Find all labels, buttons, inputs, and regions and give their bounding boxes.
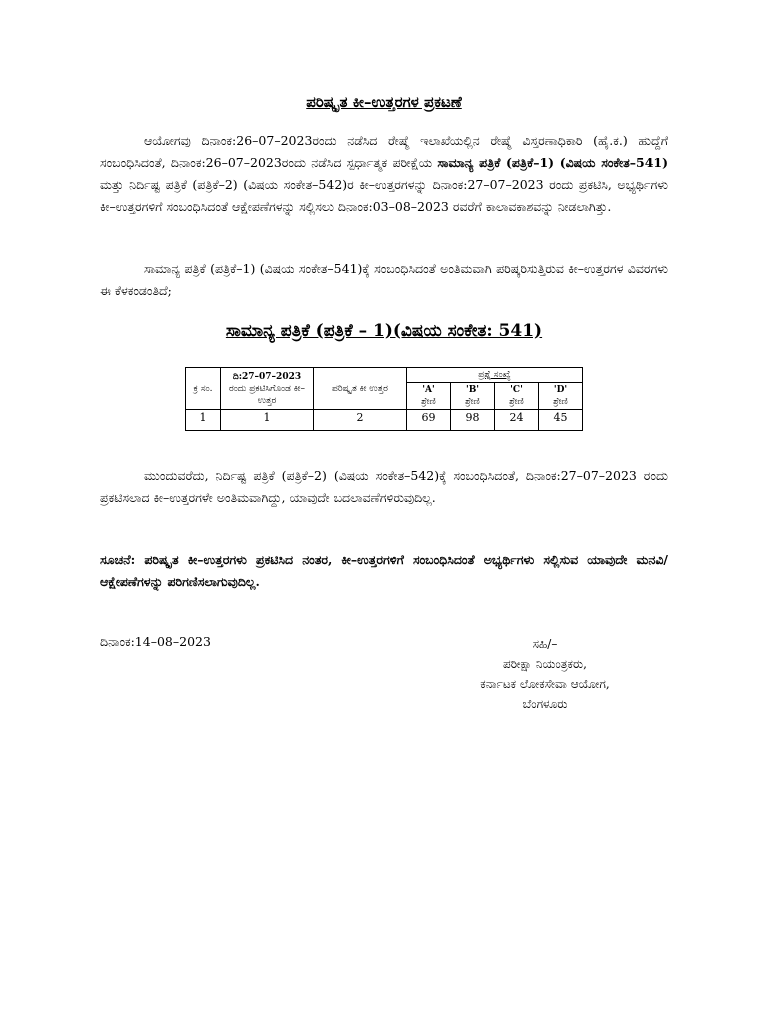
intro-text-1: ಆಯೋಗವು ದಿನಾಂಕ:26–07–2023ರಂದು ನಡೆಸಿದ ರೇಷ್ಮೆ ಇಲಾಖೆಯಲ್ಲಿನ ರೇಷ್ಮೆ ವಿಸ್ತರಣಾಧಿಕಾರಿ (ಹೈ.ಕ.) ಹುದ್ದೆಗೆ ಸಂಬಂಧಿಸಿದಂತೆ, ದಿನಾಂಕ:26–07–2023ರಂದು ನಡೆಸಿದ ಸ್ಪರ್ಧಾತ್ಮಕ ಪರೀಕ್ಷೆಯ: [100, 133, 668, 170]
col-header-series-a: 'A' ಶ್ರೇಣಿ: [407, 383, 451, 410]
intro-paragraph: [100, 130, 668, 218]
table-row: [186, 410, 583, 431]
col-header-published-label: ರಂದು ಪ್ರಕಟಿಸಿಗೊಂಡ ಕೀ–ಉತ್ತರ: [228, 383, 305, 406]
signatory-location: ಬೆಂಗಳೂರು: [522, 697, 568, 711]
cell-sl: 1: [186, 410, 221, 431]
signatory-designation: ಪರೀಕ್ಷಾ ನಿಯಂತ್ರಕರು,: [503, 657, 587, 671]
revision-text: ಸಾಮಾನ್ಯ ಪತ್ರಿಕೆ (ಪತ್ರಿಕೆ–1) (ವಿಷಯ ಸಂಕೇತ–541)ಕ್ಕೆ ಸಂಬಂಧಿಸಿದಂತೆ ಅಂತಿಮವಾಗಿ ಪರಿಷ್ಕರಿಸುತ್ತಿರುವ ಕೀ–ಉತ್ತರಗಳ ವಿವರಗಳು ಈ ಕೆಳಕಂಡಂತಿದೆ;: [100, 261, 668, 298]
cell-series-c: 24: [495, 410, 539, 431]
table-heading: ಸಾಮಾನ್ಯ ಪತ್ರಿಕೆ (ಪತ್ರಿಕೆ – 1)(ವಿಷಯ ಸಂಕೇತ: 541): [225, 321, 543, 341]
paper2-paragraph: [100, 465, 668, 509]
intro-text-2: ಮತ್ತು ನಿರ್ದಿಷ್ಟ ಪತ್ರಿಕೆ (ಪತ್ರಿಕೆ–2) (ವಿಷಯ ಸಂಕೇತ–542)ರ ಕೀ–ಉತ್ತರಗಳನ್ನು ದಿನಾಂಕ:27–07–2023 ರಂದು ಪ್ರಕಟಿಸಿ, ಅಭ್ಯರ್ಥಿಗಳು ಕೀ–ಉತ್ತರಗಳಿಗೆ ಸಂಬಂಧಿಸಿದಂತೆ ಆಕ್ಷೇಪಣೆಗಳನ್ನು ಸಲ್ಲಿಸಲು ದಿನಾಂಕ:03–08–2023 ರವರೆಗೆ ಕಾಲಾವಕಾಶವನ್ನು ನೀಡಲಾಗಿತ್ತು.: [100, 177, 668, 214]
paper2-text: ಮುಂದುವರೆದು, ನಿರ್ದಿಷ್ಟ ಪತ್ರಿಕೆ (ಪತ್ರಿಕೆ–2) (ವಿಷಯ ಸಂಕೇತ–542)ಕ್ಕೆ ಸಂಬಂಧಿಸಿದಂತೆ, ದಿನಾಂಕ:27–07–2023 ರಂದು ಪ್ರಕಟಿಸಲಾದ ಕೀ–ಉತ್ತರಗಳೇ ಅಂತಿಮವಾಗಿದ್ದು, ಯಾವುದೇ ಬದಲಾವಣೆಗಳಿರುವುದಿಲ್ಲ.: [100, 468, 668, 505]
signature-line: ಸಹಿ/–: [532, 637, 558, 651]
cell-series-a: 69: [407, 410, 451, 431]
signatory-organisation: ಕರ್ನಾಟಕ ಲೋಕಸೇವಾ ಆಯೋಗ,: [480, 677, 610, 691]
col-header-question-number: ಪ್ರಶ್ನೆ ಸಂಖ್ಯೆ: [407, 368, 583, 383]
col-header-sl: ಕ್ರ ಸಂ.: [186, 368, 221, 410]
col-header-published-date: ದಿ:27–07–2023: [232, 371, 302, 382]
col-header-series-d: 'D' ಶ್ರೇಣಿ: [539, 383, 583, 410]
col-header-revised: ಪರಿಷ್ಕೃತ ಕೀ ಉತ್ತರ: [314, 368, 407, 410]
col-header-series-c: 'C' ಶ್ರೇಣಿ: [495, 383, 539, 410]
col-header-series-b: 'B' ಶ್ರೇಣಿ: [451, 383, 495, 410]
cell-series-b: 98: [451, 410, 495, 431]
col-header-published: [221, 368, 314, 410]
cell-published: 1: [221, 410, 314, 431]
issue-date: ದಿನಾಂಕ:14–08–2023: [100, 634, 211, 649]
revised-key-table: [185, 367, 583, 431]
note-paragraph: ಸೂಚನೆ: ಪರಿಷ್ಕೃತ ಕೀ–ಉತ್ತರಗಳು ಪ್ರಕಟಿಸಿದ ನಂತರ, ಕೀ–ಉತ್ತರಗಳಿಗೆ ಸಂಬಂಧಿಸಿದಂತೆ ಅಭ್ಯರ್ಥಿಗಳು ಸಲ್ಲಿಸುವ ಯಾವುದೇ ಮನವಿ/ಆಕ್ಷೇಪಣೆಗಳನ್ನು ಪರಿಗಣಿಸಲಾಗುವುದಿಲ್ಲ.: [100, 552, 668, 589]
intro-text-bold: ಸಾಮಾನ್ಯ ಪತ್ರಿಕೆ (ಪತ್ರಿಕೆ–1) (ವಿಷಯ ಸಂಕೇತ–541): [437, 155, 669, 170]
signature-block: [430, 634, 660, 714]
cell-revised: 2: [314, 410, 407, 431]
revision-paragraph: [100, 258, 668, 302]
cell-series-d: 45: [539, 410, 583, 431]
page-title: ಪರಿಷ್ಕೃತ ಕೀ–ಉತ್ತರಗಳ ಪ್ರಕಟಣೆ: [306, 93, 462, 111]
